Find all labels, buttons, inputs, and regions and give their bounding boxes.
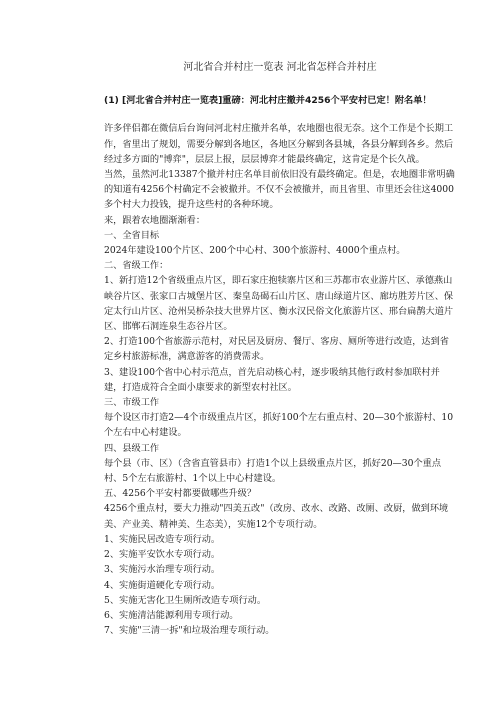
paragraph: 6、实施清洁能源利用专项行动。 — [104, 609, 239, 621]
paragraph: 2024年建设100个片区、200个中心村、300个旅游村、4000个重点村。 — [104, 245, 406, 257]
paragraph: 1、实施民居改造专项行动。 — [104, 533, 221, 545]
paragraph: 3、实施污水治理专项行动。 — [104, 564, 221, 576]
document-title: 河北省合并村庄一览表 河北省怎样合并村庄 — [183, 62, 377, 73]
paragraph: 1、新打造12个省级重点片区，即石家庄抱犊寨片区和三苏都市农业游片区、承德燕山峡谷片区、张家口古城堡片区、秦皇岛碣石山片区、唐山绿道片区、廊坊胜芳片区、保定太行山片区、沧州吴桥杂技大世界片区、衡水汉民俗文化旅游片区、邢台扁鹊大道片区、邯郸石洞连泉生态谷片区。 — [104, 275, 454, 333]
paragraph: 2、实施平安饮水专项行动。 — [104, 549, 221, 561]
paragraph: 一、全省目标 — [104, 229, 160, 241]
headline: (1) [河北省合并村庄一览表]重磅：河北村庄撤并4256个平安村已定！附名单！ — [104, 95, 432, 107]
paragraph: 4256个重点村，要大力推动"四美五改"（改房、改水、改路、改厕、改厨，做到环境美、产业美、精神美、生态美），实施12个专项行动。 — [104, 503, 449, 530]
paragraph: 4、实施街道硬化专项行动。 — [104, 579, 221, 591]
paragraph: 五、4256个平安村都要做哪些升级？ — [104, 488, 257, 500]
paragraph: 二、省级工作： — [104, 260, 169, 272]
document-body — [104, 121, 456, 638]
paragraph: 四、县级工作 — [104, 442, 160, 454]
paragraph: 每个县（市、区）（含省直管县市）打造1个以上县级重点片区，抓好20—30个重点村、5个左右旅游村、1个以上中心村建设。 — [104, 457, 442, 485]
paragraph: 5、实施无害化卫生厕所改造专项行动。 — [104, 594, 267, 606]
paragraph: 2、打造100个省旅游示范村，对民居及厨房、餐厅、客房、厕所等进行改造，达到省定乡村旅游标准，满意游客的消费需求。 — [104, 336, 449, 363]
paragraph: 3、建设100个省中心村示范点，首先启动核心村，逐步吸纳其他行政村参加联村并建，打造成符合全面小康要求的新型农村社区。 — [104, 366, 440, 393]
paragraph: 7、实施"三清一拆"和垃圾治理专项行动。 — [104, 625, 275, 637]
paragraph: 来，跟着农地圈渐渐看： — [104, 214, 206, 226]
paragraph: 三、市级工作 — [104, 397, 160, 409]
paragraph: 每个设区市打造2—4个市级重点片区，抓好100个左右重点村、20—30个旅游村、10个左右中心村建设。 — [104, 412, 454, 439]
paragraph: 许多伴侣都在微信后台询问河北村庄撤并名单，农地圈也很无奈。这个工作是个长期工作，省里出了规划，需要分解到各地区，各地区分解到各县城，各县分解到各乡。然后经过多方面的"博弈"，层层上报，层层博弈才能最终确定，这肯定是个长久战。 — [104, 123, 454, 165]
paragraph: 当然，虽然河北13387个撤并村庄名单目前依旧没有最终确定。但是，农地圈非常明确的知道有4256个村确定不会被撤并。不仅不会被撤并，而且省里、市里还会往这4000多个村大力投钱，提升这些村的各种环境。 — [104, 169, 455, 211]
